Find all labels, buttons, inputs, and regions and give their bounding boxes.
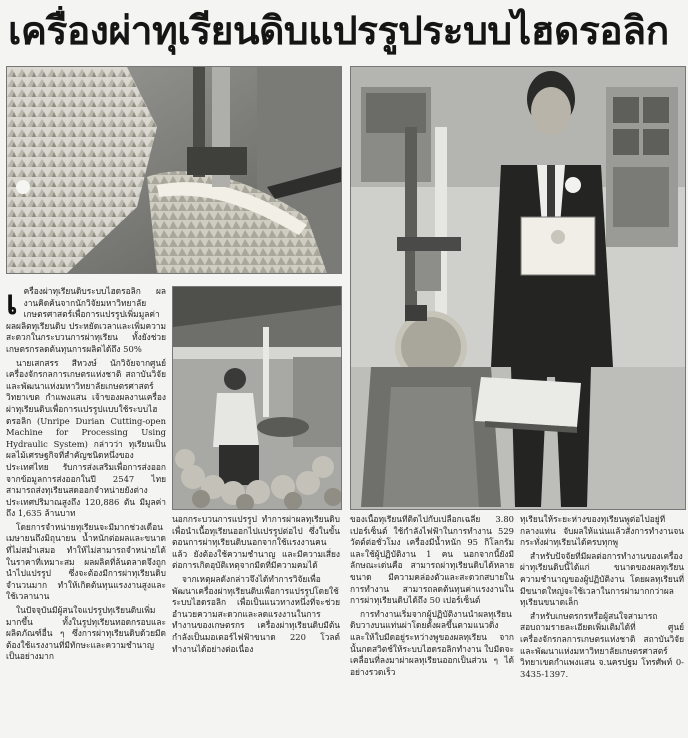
article-paragraph: จากเหตุผลดังกล่าวจึงได้ทำการวิจัยเพื่อพัฒนาเครื่องผ่าทุเรียนดิบเพื่อการแปรรูปโดยใช้ระบบไฮดรอลิก เพื่อเป็นแนวทางหนึ่งที่จะช่วยอำนวยความสะดวกและลดแรงงานในการทำงานของเกษตรกร เครื่องผ่าทุเรียนดิบมีต้นกำลังเป็นมอเตอร์ไฟฟ้าขนาด 220 โวลต์ ทำงานได้อย่างต่อเนื่อง (172, 573, 340, 654)
article-column-4 (520, 514, 684, 734)
photo-researcher-with-machine-image (351, 67, 685, 509)
article-paragraph: โดยการจำหน่ายทุเรียนจะมีมากช่วงเดือนเมษายนถึงมิถุนายน น้ำหนักต่อผลและขนาดที่ไม่สม่ำเสมอ ทำให้ไม่สามารถจำหน่ายได้ในราคาที่เหมาะสม ผลผลิตที่ล้นตลาดจึงถูกนำไปแปรรูป ซึ่งจะต้องมีการผ่าทุเรียนดิบจำนวนมาก ทำให้เกิดต้นทุนแรงงานสูงและใช้เวลานาน (6, 521, 166, 602)
article-paragraph: นายเสกสรร สีหวงษ์ นักวิจัยจากศูนย์เครื่องจักรกลการเกษตรแห่งชาติ สถาบันวิจัยและพัฒนาแห่งมหาวิทยาลัยเกษตรศาสตร์ วิทยาเขต กำแพงแสน เจ้าของผลงานเครื่องผ่าทุเรียนดิบเพื่อการแปรรูปแบบใช้ระบบไฮดรอลิก (Unripe Durian Cutting-open Machine for Processing Using Hydraulic System) กล่าวว่า ทุเรียนเป็นผลไม้เศรษฐกิจที่สำคัญชนิดหนึ่งของประเทศไทย รับการส่งเสริมเพื่อการส่งออกจากข้อมูลการส่งออกในปี 2547 ไทยสามารถส่งทุเรียนสดออกจำหน่ายยังต่างประเทศปริมาณสูงถึง 120,886 ตัน มีมูลค่าถึง 1,635 ล้านบาท (6, 357, 166, 519)
article-column-1 (6, 286, 166, 734)
article-paragraph: ในปัจจุบันมีผู้สนใจแปรรูปทุเรียนดิบเพิ่มมากขึ้น ทั้งในรูปทุเรียนทอดกรอบและผลิตภัณฑ์อื่น ๆ ซึ่งการผ่าทุเรียนดิบด้วยมีดต้องใช้แรงงานที่มีทักษะและความชำนาญเป็นอย่างมาก (6, 605, 166, 662)
article-paragraph: นอกกระบวนการแปรรูป ทำการผ่าผลทุเรียนดิบเพื่อนำเนื้อทุเรียนออกไปแปรรูปต่อไป ซึ่งในขั้นตอนการผ่าทุเรียนดิบนอกจากใช้แรงงานคนแล้ว ยังต้องใช้ความชำนาญ และมีความเสี่ยงต่อการเกิดอุบัติเหตุจากมีดที่มีความคมได้ (172, 514, 340, 571)
article-paragraph: ของเนื้อทุเรียนที่ติดไปกับเปลือกเฉลี่ย 3.80 เปอร์เซ็นต์ ใช้กำลังไฟฟ้าในการทำงาน 529 วัตต์ต่อชั่วโมง เครื่องมีน้ำหนัก 95 กิโลกรัม และใช้ผู้ปฏิบัติงาน 1 คน นอกจากนี้ยังมีลักษณะเด่นคือ สามารถผ่าทุเรียนดิบได้หลายขนาด มีความคล่องตัวและสะดวกสบายในการทำงาน สามารถลดต้นทุนค่าแรงงานในการผ่าทุเรียนดิบได้ถึง 50 เปอร์เซ็นต์ (350, 514, 514, 606)
drop-cap: เ (6, 286, 18, 323)
article-paragraph: การทำงานเริ่มจากผู้ปฏิบัติงานนำผลทุเรียนดิบวางบนแท่นผ่าโดยตั้งผลขึ้นตามแนวดิ่ง และให้ใบมีดอยู่ระหว่างพูของผลทุเรียน จากนั้นกดสวิตช์ให้ระบบไฮดรอลิกทำงาน ใบมีดจะเคลื่อนที่ลงมาผ่าผลทุเรียนออกเป็นส่วน ๆ ได้อย่างรวดเร็ว (350, 608, 514, 677)
photo-durian-worker-image (173, 287, 341, 509)
article-headline: เครื่องผ่าทุเรียนดิบแปรรูประบบไฮดรอลิก (8, 9, 669, 54)
article-paragraph: ทุเรียนให้ระยะห่างของทุเรียนพูต่อไปอยู่ที่กลางแท่น จับผลให้แน่นแล้วสั่งการทำงานจนกระทั่งผ่าทุเรียนได้ครบทุกพู (520, 514, 684, 548)
article-column-2 (172, 514, 340, 734)
article-paragraph: ครื่องผ่าทุเรียนดิบระบบไฮดรอลิก ผลงานคิดค้นจากนักวิจัยมหาวิทยาลัยเกษตรศาสตร์เพื่อการแปรรูปเพิ่มมูลค่าผลผลิตทุเรียนดิบ ประหยัดเวลาและเพิ่มความสะดวกในกระบวนการผ่าทุเรียน ทั้งยังช่วยเกษตรกรลดต้นทุนการผลิตได้ถึง 50% (6, 286, 166, 354)
photo-durian-blade-closeup-image (7, 67, 341, 273)
photo-durian-blade-closeup (6, 66, 342, 274)
article-column-3 (350, 514, 514, 734)
article-paragraph: สำหรับปัจจัยที่มีผลต่อการทำงานของเครื่องผ่าทุเรียนดิบนี้ได้แก่ ขนาดของผลทุเรียน ความชำนาญของผู้ปฏิบัติงาน โดยผลทุเรียนที่มีขนาดใหญ่จะใช้เวลาในการผ่ามากกว่าผลทุเรียนขนาดเล็ก (520, 550, 684, 608)
article-paragraph: สำหรับเกษตรกรหรือผู้สนใจสามารถสอบถามรายละเอียดเพิ่มเติมได้ที่ ศูนย์เครื่องจักรกลการเกษตรแห่งชาติ สถาบันวิจัยและพัฒนาแห่งมหาวิทยาลัยเกษตรศาสตร์ วิทยาเขตกำแพงแสน จ.นครปฐม โทรศัพท์ 0-3435-1397. (520, 610, 684, 679)
photo-durian-worker (172, 286, 342, 510)
photo-researcher-with-machine (350, 66, 686, 510)
